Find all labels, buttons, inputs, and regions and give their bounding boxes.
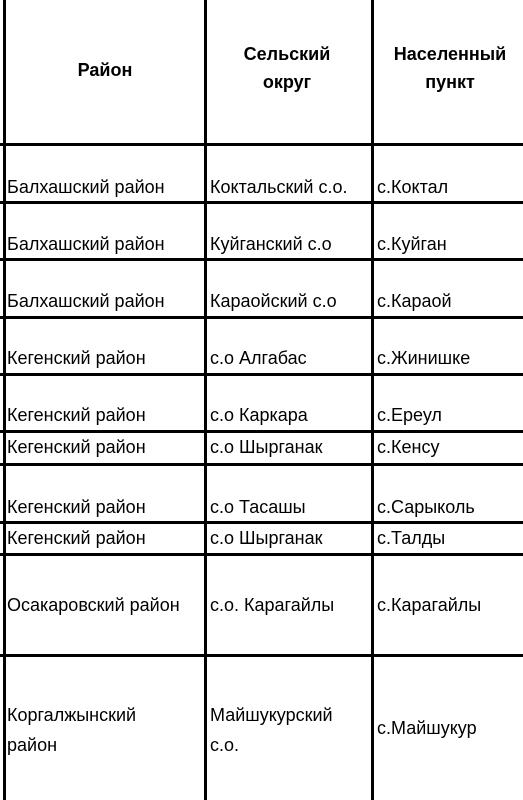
table-cell-district: Балхашский район [7,291,165,311]
table-cell-rural-district: Майшукурский с.о. [210,705,333,755]
table-cell-district: Осакаровский район [7,595,180,615]
column-divider [371,0,374,800]
column-divider [3,0,6,800]
row-divider [0,654,523,657]
table-cell-district: Кегенский район [7,437,146,457]
row-divider [0,258,523,261]
table-cell-settlement: с.Ереул [377,405,442,425]
table-cell-rural-district: с.о Алгабас [210,348,307,368]
header-settlement: Населенный пункт [393,44,507,92]
table-cell-district: Кегенский район [7,348,146,368]
table-cell-rural-district: с.о Тасашы [210,497,306,517]
header-district: Район [77,60,133,80]
table-cell-rural-district: с.о. Карагайлы [210,595,335,615]
table-cell-rural-district: Куйганский с.о [210,234,332,254]
table-cell-rural-district: Коктальский с.о. [210,177,348,197]
table-cell-rural-district: с.о Шырганак [210,528,323,548]
row-divider [0,201,523,204]
table-cell-settlement: с.Жинишке [377,348,471,368]
table-cell-rural-district: с.о Каркара [210,405,308,425]
row-divider [0,430,523,433]
row-divider [0,463,523,466]
table-cell-district: Кегенский район [7,528,146,548]
row-divider [0,373,523,376]
table-cell-settlement: с.Куйган [377,234,447,254]
row-divider [0,316,523,319]
header-rural-district: Сельский округ [243,44,331,92]
row-divider [0,521,523,524]
table-cell-rural-district: с.о Шырганак [210,437,323,457]
column-divider [204,0,207,800]
table-cell-district: Коргалжынский район [7,705,137,755]
row-divider [0,553,523,556]
table-cell-settlement: с.Карагайлы [377,595,482,615]
table-cell-settlement: с.Кенсу [377,437,440,457]
table-cell-rural-district: Караойский с.о [210,291,337,311]
table-cell-district: Балхашский район [7,177,165,197]
table-cell-settlement: с.Коктал [377,177,449,197]
table-cell-district: Кегенский район [7,497,146,517]
table-cell-settlement: с.Сарыколь [377,497,475,517]
table-cell-settlement: с.Караой [377,291,452,311]
table-cell-district: Кегенский район [7,405,146,425]
table-cell-settlement: с.Талды [377,528,446,548]
table-cell-settlement: с.Майшукур [377,718,477,738]
table-cell-district: Балхашский район [7,234,165,254]
row-divider [0,143,523,146]
